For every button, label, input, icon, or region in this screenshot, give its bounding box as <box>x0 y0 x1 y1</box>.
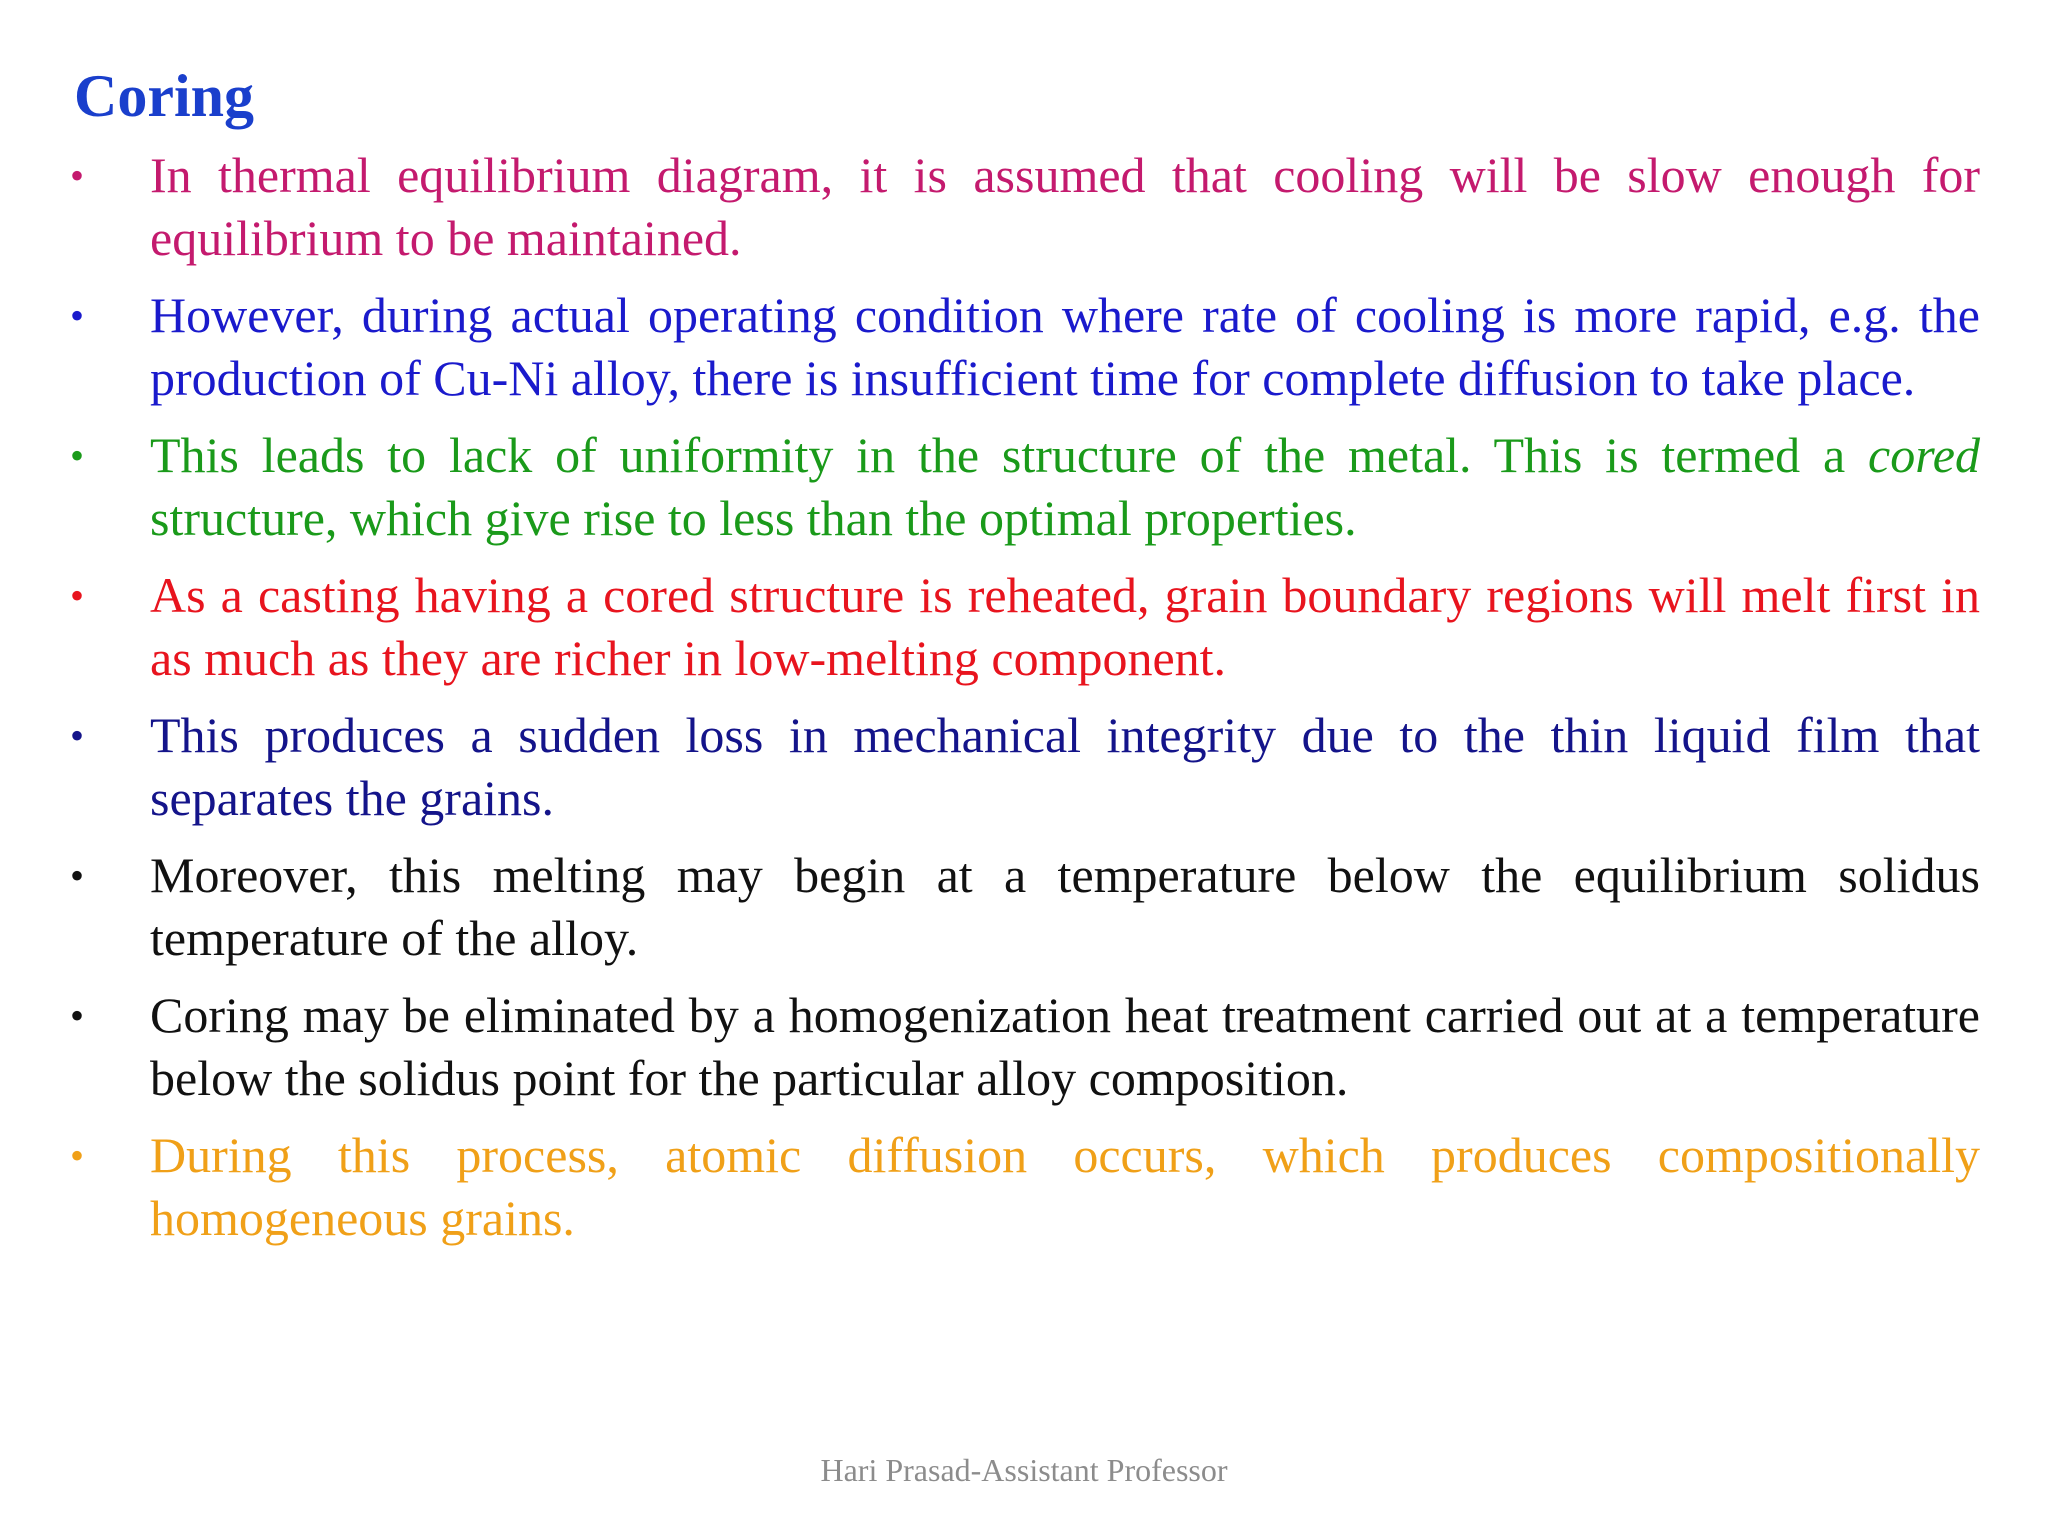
bullet-text: This produces a sudden loss in mechanical integrity due to the thin liquid film that separates the grains. <box>150 707 1980 826</box>
bullet-text-part: This leads to lack of uniformity in the structure of the metal. This is termed a <box>150 427 1868 483</box>
bullet-icon: • <box>70 853 85 898</box>
bullet-item <box>70 704 1980 830</box>
bullet-item <box>70 284 1980 410</box>
bullet-text: Moreover, this melting may begin at a temperature below the equilibrium solidus temperature of the alloy. <box>150 847 1980 966</box>
bullet-icon: • <box>70 293 85 338</box>
bullet-text: As a casting having a cored structure is reheated, grain boundary regions will melt first in as much as they are richer in low-melting component. <box>150 567 1980 686</box>
bullet-icon: • <box>70 153 85 198</box>
bullet-icon: • <box>70 573 85 618</box>
bullet-text: In thermal equilibrium diagram, it is assumed that cooling will be slow enough for equilibrium to be maintained. <box>150 147 1980 266</box>
bullet-text: During this process, atomic diffusion occurs, which produces compositionally homogeneous grains. <box>150 1127 1980 1246</box>
bullet-text <box>150 427 1980 546</box>
bullet-item <box>70 564 1980 690</box>
bullet-list <box>70 144 1980 1264</box>
bullet-icon: • <box>70 993 85 1038</box>
bullet-icon: • <box>70 1133 85 1178</box>
bullet-item <box>70 144 1980 270</box>
cored-emphasis: cored <box>1868 427 1980 483</box>
bullet-item <box>70 424 1980 550</box>
bullet-text-part: structure, which give rise to less than the optimal properties. <box>150 490 1357 546</box>
bullet-icon: • <box>70 713 85 758</box>
bullet-text: Coring may be eliminated by a homogenization heat treatment carried out at a temperature below the solidus point for the particular alloy composition. <box>150 987 1980 1106</box>
bullet-icon: • <box>70 433 85 478</box>
bullet-item <box>70 984 1980 1110</box>
bullet-text: However, during actual operating condition where rate of cooling is more rapid, e.g. the production of Cu-Ni alloy, there is insufficient time for complete diffusion to take place. <box>150 287 1980 406</box>
footer-credit: Hari Prasad-Assistant Professor <box>820 1452 1228 1488</box>
bullet-item <box>70 1124 1980 1250</box>
bullet-item <box>70 844 1980 970</box>
slide-title: Coring <box>74 63 254 129</box>
